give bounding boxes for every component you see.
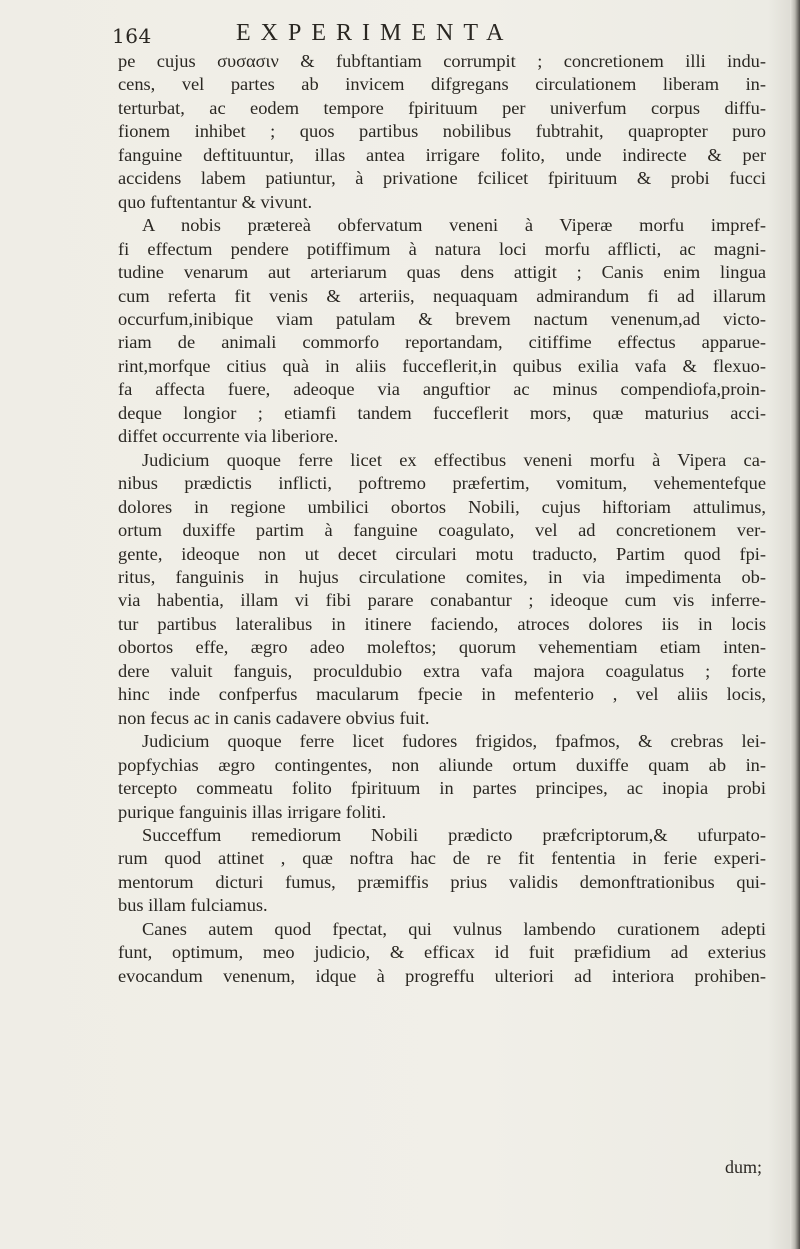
text-line: gente, ideoque non ut decet circulari motu traducto, Partim quod fpi- <box>118 543 766 564</box>
page-header <box>112 20 772 52</box>
text-line: fanguine deftituuntur, illas antea irrigare folito, unde indirecte & per <box>118 144 766 165</box>
text-line: tudine venarum aut arteriarum quas dens attigit ; Canis enim lingua <box>118 262 766 283</box>
text-line: rint,morfque citius quà in aliis fucceflerit,in quibus exilia vafa & flexuo- <box>118 355 766 376</box>
text-line: ritus, fanguinis in hujus circulatione comites, in via impedimenta ob- <box>118 566 766 587</box>
text-line: evocandum venenum, idque à progreffu ulteriori ad interiora prohiben- <box>118 965 766 986</box>
text-line: tercepto commeatu folito fpirituum in partes principes, ac inopia probi <box>118 778 766 799</box>
paragraph-start: A nobis prætereà obfervatum veneni à Viperæ morfu impref- <box>142 215 766 236</box>
catchword: dum; <box>724 1157 762 1177</box>
paragraph-start: Succeffum remediorum Nobili prædicto præfcriptorum,& ufurpato- <box>142 824 766 845</box>
text-line: deque longior ; etiamfi tandem fucceflerit mors, quæ maturius acci- <box>118 402 766 423</box>
text-line: non fecus ac in canis cadavere obvius fuit. <box>118 707 430 728</box>
text-line: fi effectum pendere potiffimum à natura loci morfu afflicti, ac magni- <box>118 238 766 259</box>
text-line: cens, vel partes ab invicem difgregans circulationem liberam in- <box>118 74 766 95</box>
text-line: dolores in regione umbilici obortos Nobili, cujus hiftoriam attulimus, <box>118 496 766 517</box>
text-line: pe cujus συσασιν & fubftantiam corrumpit ; concretionem illi indu- <box>118 51 766 71</box>
text-line: bus illam fulciamus. <box>118 895 268 916</box>
text-line: cum referta fit venis & arteriis, nequaquam admirandum fi ad illarum <box>118 285 766 306</box>
text-line: occurfum,inibique viam patulam & brevem nactum venenum,ad victo- <box>118 308 766 329</box>
text-line: fa affecta fuere, adeoque via anguftior ac minus compendiofa,proin- <box>118 379 766 400</box>
text-line: funt, optimum, meo judicio, & efficax id fuit præfidium ad exterius <box>118 942 766 963</box>
running-title: EXPERIMENTA <box>236 20 514 46</box>
text-line: popfychias ægro contingentes, non aliunde ortum duxiffe quam ab in- <box>118 754 766 775</box>
text-line: ortum duxiffe partim à fanguine coagulato, vel ad concretionem ver- <box>118 520 766 541</box>
text-line: diffet occurrente via liberiore. <box>118 426 339 447</box>
text-line: quo fuftentantur & vivunt. <box>118 191 313 212</box>
text-line: purique fanguinis illas irrigare foliti. <box>118 801 387 822</box>
text-line: fionem inhibet ; quos partibus nobilibus fubtrahit, quapropter puro <box>118 121 766 142</box>
text-line: hinc inde confperfus macularum fpecie in mefenterio , vel aliis locis, <box>118 684 766 705</box>
paragraph-start: Canes autem quod fpectat, qui vulnus lambendo curationem adepti <box>142 918 766 939</box>
body-text <box>118 50 766 988</box>
page-edge-shadow <box>790 0 800 1249</box>
text-line: rum quod attinet , quæ noftra hac de re fit fententia in ferie experi- <box>118 848 766 869</box>
paragraph-start: Judicium quoque ferre licet fudores frigidos, fpafmos, & crebras lei- <box>142 731 766 752</box>
text-line: dere valuit fanguis, proculdubio extra vafa majora coagulatus ; forte <box>118 660 766 681</box>
text-line: obortos effe, ægro adeo moleftos; quorum vehementiam etiam inten- <box>118 637 766 658</box>
text-line: mentorum dicturi fumus, præmiffis prius validis demonftrationibus qui- <box>118 871 766 892</box>
text-line: tur partibus lateralibus in itinere faciendo, atroces dolores iis in locis <box>118 613 766 634</box>
text-line: terturbat, ac eodem tempore fpirituum per univerfum corpus diffu- <box>118 97 766 118</box>
text-line: nibus prædictis inflicti, poftremo præfertim, vomitum, vehementefque <box>118 473 766 494</box>
paragraph-start: Judicium quoque ferre licet ex effectibus veneni morfu à Vipera ca- <box>142 449 766 470</box>
text-line: via habentia, illam vi fibi parare conabantur ; ideoque cum vis inferre- <box>118 590 766 611</box>
text-line: riam de animali commorfo reportandam, citiffime effectus apparue- <box>118 332 766 353</box>
text-line: accidens labem patiuntur, à privatione fcilicet fpirituum & probi fucci <box>118 168 766 189</box>
page-number: 164 <box>112 24 152 48</box>
